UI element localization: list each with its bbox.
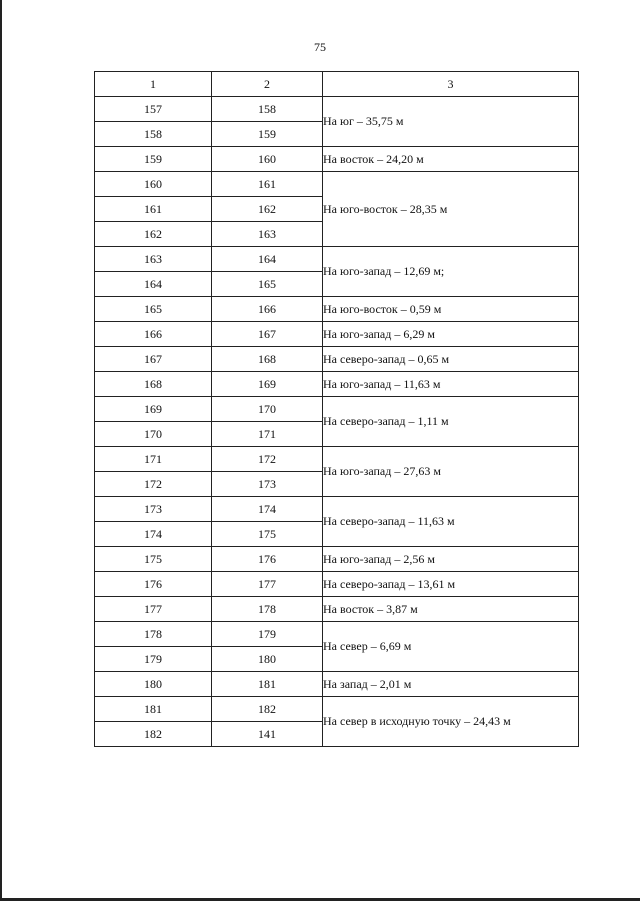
point-to-cell: 181	[212, 672, 323, 697]
point-from-cell: 162	[95, 222, 212, 247]
table-row	[95, 597, 579, 622]
direction-distance-cell: На юг – 35,75 м	[323, 97, 579, 147]
point-to-cell: 170	[212, 397, 323, 422]
direction-distance-cell: На юго-запад – 6,29 м	[323, 322, 579, 347]
table-row	[95, 172, 579, 197]
point-to-cell: 173	[212, 472, 323, 497]
point-to-cell: 174	[212, 497, 323, 522]
point-from-cell: 165	[95, 297, 212, 322]
point-from-cell: 157	[95, 97, 212, 122]
boundary-table	[94, 71, 579, 747]
point-to-cell: 163	[212, 222, 323, 247]
column-header-1: 1	[95, 72, 212, 97]
table-row	[95, 547, 579, 572]
point-from-cell: 161	[95, 197, 212, 222]
column-header-3: 3	[323, 72, 579, 97]
point-from-cell: 180	[95, 672, 212, 697]
point-from-cell: 175	[95, 547, 212, 572]
table-row	[95, 447, 579, 472]
table-row	[95, 372, 579, 397]
direction-distance-cell: На юго-восток – 28,35 м	[323, 172, 579, 247]
column-header-2: 2	[212, 72, 323, 97]
point-from-cell: 177	[95, 597, 212, 622]
direction-distance-cell: На юго-запад – 12,69 м;	[323, 247, 579, 297]
point-to-cell: 165	[212, 272, 323, 297]
table-row	[95, 297, 579, 322]
table-row	[95, 147, 579, 172]
direction-distance-cell: На юго-запад – 2,56 м	[323, 547, 579, 572]
point-from-cell: 170	[95, 422, 212, 447]
direction-distance-cell: На северо-запад – 11,63 м	[323, 497, 579, 547]
point-to-cell: 160	[212, 147, 323, 172]
table-row	[95, 622, 579, 647]
direction-distance-cell: На восток – 3,87 м	[323, 597, 579, 622]
point-from-cell: 172	[95, 472, 212, 497]
table-row	[95, 247, 579, 272]
point-from-cell: 173	[95, 497, 212, 522]
direction-distance-cell: На северо-запад – 13,61 м	[323, 572, 579, 597]
point-from-cell: 167	[95, 347, 212, 372]
direction-distance-cell: На запад – 2,01 м	[323, 672, 579, 697]
point-to-cell: 161	[212, 172, 323, 197]
point-to-cell: 177	[212, 572, 323, 597]
point-to-cell: 162	[212, 197, 323, 222]
direction-distance-cell: На юго-восток – 0,59 м	[323, 297, 579, 322]
direction-distance-cell: На юго-запад – 27,63 м	[323, 447, 579, 497]
table-row	[95, 397, 579, 422]
point-to-cell: 164	[212, 247, 323, 272]
point-from-cell: 158	[95, 122, 212, 147]
point-to-cell: 158	[212, 97, 323, 122]
point-from-cell: 182	[95, 722, 212, 747]
point-from-cell: 168	[95, 372, 212, 397]
point-from-cell: 181	[95, 697, 212, 722]
point-from-cell: 163	[95, 247, 212, 272]
point-from-cell: 164	[95, 272, 212, 297]
direction-distance-cell: На север – 6,69 м	[323, 622, 579, 672]
point-to-cell: 168	[212, 347, 323, 372]
point-to-cell: 166	[212, 297, 323, 322]
point-from-cell: 178	[95, 622, 212, 647]
point-to-cell: 141	[212, 722, 323, 747]
direction-distance-cell: На восток – 24,20 м	[323, 147, 579, 172]
direction-distance-cell: На северо-запад – 0,65 м	[323, 347, 579, 372]
table-row	[95, 497, 579, 522]
direction-distance-cell: На север в исходную точку – 24,43 м	[323, 697, 579, 747]
direction-distance-cell: На юго-запад – 11,63 м	[323, 372, 579, 397]
point-from-cell: 169	[95, 397, 212, 422]
point-from-cell: 176	[95, 572, 212, 597]
point-to-cell: 179	[212, 622, 323, 647]
point-from-cell: 159	[95, 147, 212, 172]
point-from-cell: 174	[95, 522, 212, 547]
direction-distance-cell: На северо-запад – 1,11 м	[323, 397, 579, 447]
table-header-row	[95, 72, 579, 97]
table-row	[95, 97, 579, 122]
point-from-cell: 166	[95, 322, 212, 347]
point-to-cell: 176	[212, 547, 323, 572]
point-from-cell: 171	[95, 447, 212, 472]
table-row	[95, 347, 579, 372]
point-to-cell: 167	[212, 322, 323, 347]
point-to-cell: 169	[212, 372, 323, 397]
page-number: 75	[314, 40, 326, 54]
table-body	[95, 72, 579, 747]
table-row	[95, 697, 579, 722]
scan-frame-left	[0, 0, 2, 901]
table-row	[95, 672, 579, 697]
point-to-cell: 159	[212, 122, 323, 147]
point-to-cell: 171	[212, 422, 323, 447]
table-row	[95, 572, 579, 597]
point-from-cell: 160	[95, 172, 212, 197]
point-to-cell: 172	[212, 447, 323, 472]
point-to-cell: 175	[212, 522, 323, 547]
point-from-cell: 179	[95, 647, 212, 672]
point-to-cell: 180	[212, 647, 323, 672]
point-to-cell: 178	[212, 597, 323, 622]
point-to-cell: 182	[212, 697, 323, 722]
table-row	[95, 322, 579, 347]
